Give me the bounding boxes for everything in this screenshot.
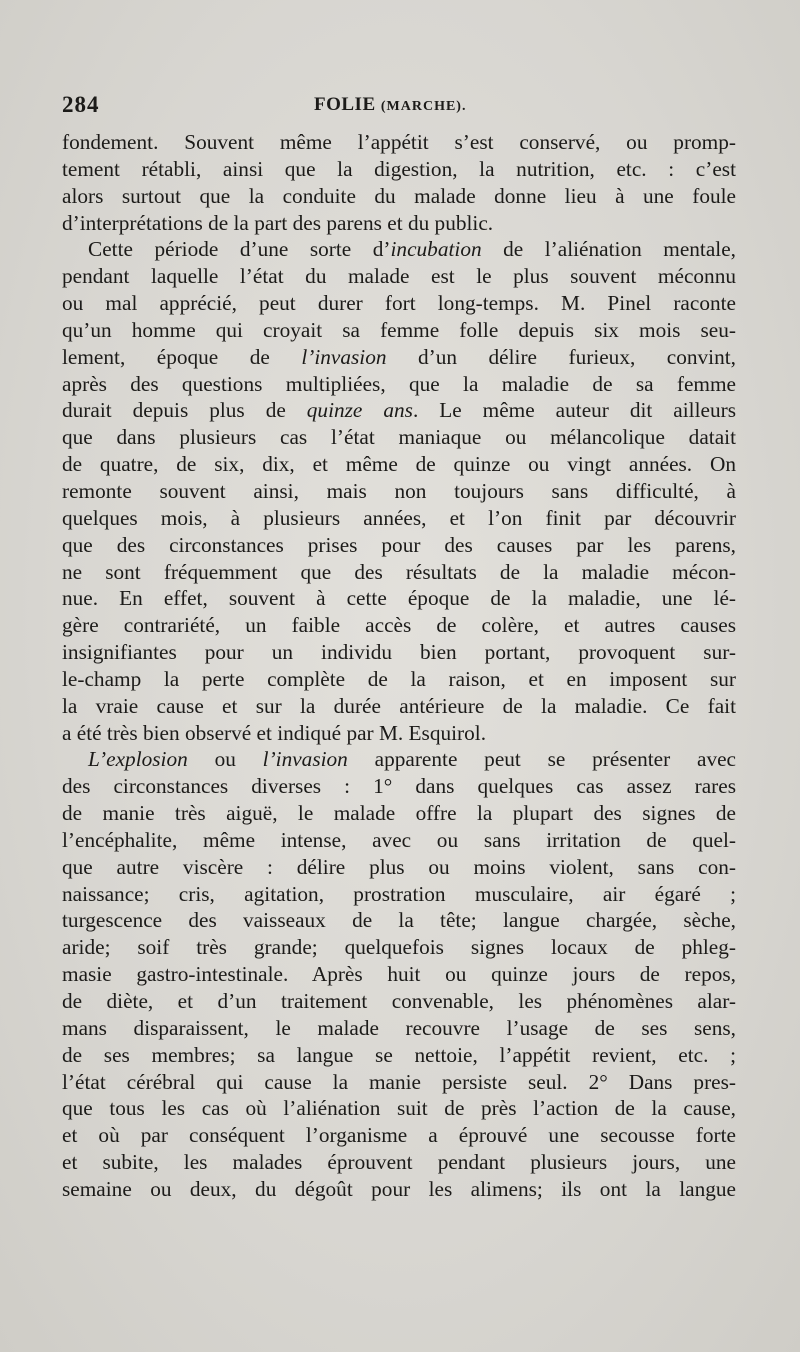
text-line: d’interprétations de la part des parens et du public. [62, 210, 494, 235]
body-text [62, 129, 736, 1203]
page-number: 284 [62, 92, 100, 117]
text-line: fondement. Souvent même l’appétit s’est conservé, ou promp- [62, 130, 736, 154]
text-line: remonte souvent ainsi, mais non toujours sans difficulté, à [62, 478, 736, 503]
text-line: le-champ la perte complète de la raison, et en imposent sur [62, 666, 736, 691]
text-line: Cette période d’une sorte d’incubation de l’aliénation mentale, [88, 237, 736, 262]
text-line: L’explosion ou l’invasion apparente peut se présenter avec [88, 747, 736, 772]
text-line: et subite, les malades éprouvent pendant plusieurs jours, une [62, 1150, 736, 1175]
text-line: nue. En effet, souvent à cette époque de la maladie, une lé- [62, 586, 736, 611]
text-line: insignifiantes pour un individu bien portant, provoquent sur- [62, 640, 736, 665]
text-line: ou mal apprécié, peut durer fort long-temps. M. Pinel raconte [62, 291, 736, 316]
text-line: que dans plusieurs cas l’état maniaque ou mélancolique datait [62, 425, 736, 450]
text-line: pendant laquelle l’état du malade est le plus souvent méconnu [62, 264, 736, 289]
text-line: quelques mois, à plusieurs années, et l’on finit par découvrir [62, 505, 736, 530]
running-title-subtitle: (MARCHE). [380, 99, 467, 114]
text-line: tement rétabli, ainsi que la digestion, la nutrition, etc. : c’est [62, 156, 736, 181]
text-line: de ses membres; sa langue se nettoie, l’appétit revient, etc. ; [62, 1042, 736, 1067]
text-line: et où par conséquent l’organisme a éprouvé une secousse forte [62, 1123, 736, 1148]
text-line: de manie très aiguë, le malade offre la plupart des signes de [62, 801, 736, 826]
text-line: lement, époque de l’invasion d’un délire furieux, convint, [62, 344, 736, 369]
text-line: gère contrariété, un faible accès de colère, et autres causes [62, 613, 736, 638]
text-line: après des questions multipliées, que la maladie de sa femme [62, 371, 736, 396]
text-line: de quatre, de six, dix, et même de quinze ou vingt années. On [62, 452, 736, 477]
text-line: de diète, et d’un traitement convenable, les phénomènes alar- [62, 989, 736, 1013]
text-line: naissance; cris, agitation, prostration musculaire, air égaré ; [62, 881, 736, 906]
text-line: que tous les cas où l’aliénation suit de près l’action de la cause, [62, 1096, 736, 1121]
text-line: durait depuis plus de quinze ans. Le même auteur dit ailleurs [62, 398, 736, 423]
text-line: l’encéphalite, même intense, avec ou sans irritation de quel- [62, 827, 736, 852]
text-line: l’état cérébral qui cause la manie persiste seul. 2° Dans pres- [62, 1069, 736, 1094]
text-line: aride; soif très grande; quelquefois signes locaux de phleg- [62, 935, 736, 960]
text-line: qu’un homme qui croyait sa femme folle depuis six mois seu- [62, 317, 736, 342]
text-line: des circonstances diverses : 1° dans quelques cas assez rares [62, 774, 736, 799]
text-line: semaine ou deux, du dégoût pour les alimens; ils ont la langue [62, 1176, 736, 1201]
text-line: ne sont fréquemment que des résultats de la maladie mécon- [62, 559, 736, 584]
text-line: turgescence des vaisseaux de la tête; langue chargée, sèche, [62, 908, 736, 933]
text-line: que autre viscère : délire plus ou moins violent, sans con- [62, 854, 736, 879]
running-header [62, 92, 734, 122]
running-title [314, 94, 466, 116]
running-title-main: FOLIE [314, 94, 376, 115]
text-line: alors surtout que la conduite du malade donne lieu à une foule [62, 183, 736, 208]
text-line: mans disparaissent, le malade recouvre l’usage de ses sens, [62, 1015, 736, 1040]
text-line: la vraie cause et sur la durée antérieure de la maladie. Ce fait [62, 693, 736, 718]
text-line: a été très bien observé et indiqué par M. Esquirol. [62, 720, 487, 745]
text-line: masie gastro-intestinale. Après huit ou quinze jours de repos, [62, 962, 736, 987]
text-line: que des circonstances prises pour des causes par les parens, [62, 532, 736, 557]
